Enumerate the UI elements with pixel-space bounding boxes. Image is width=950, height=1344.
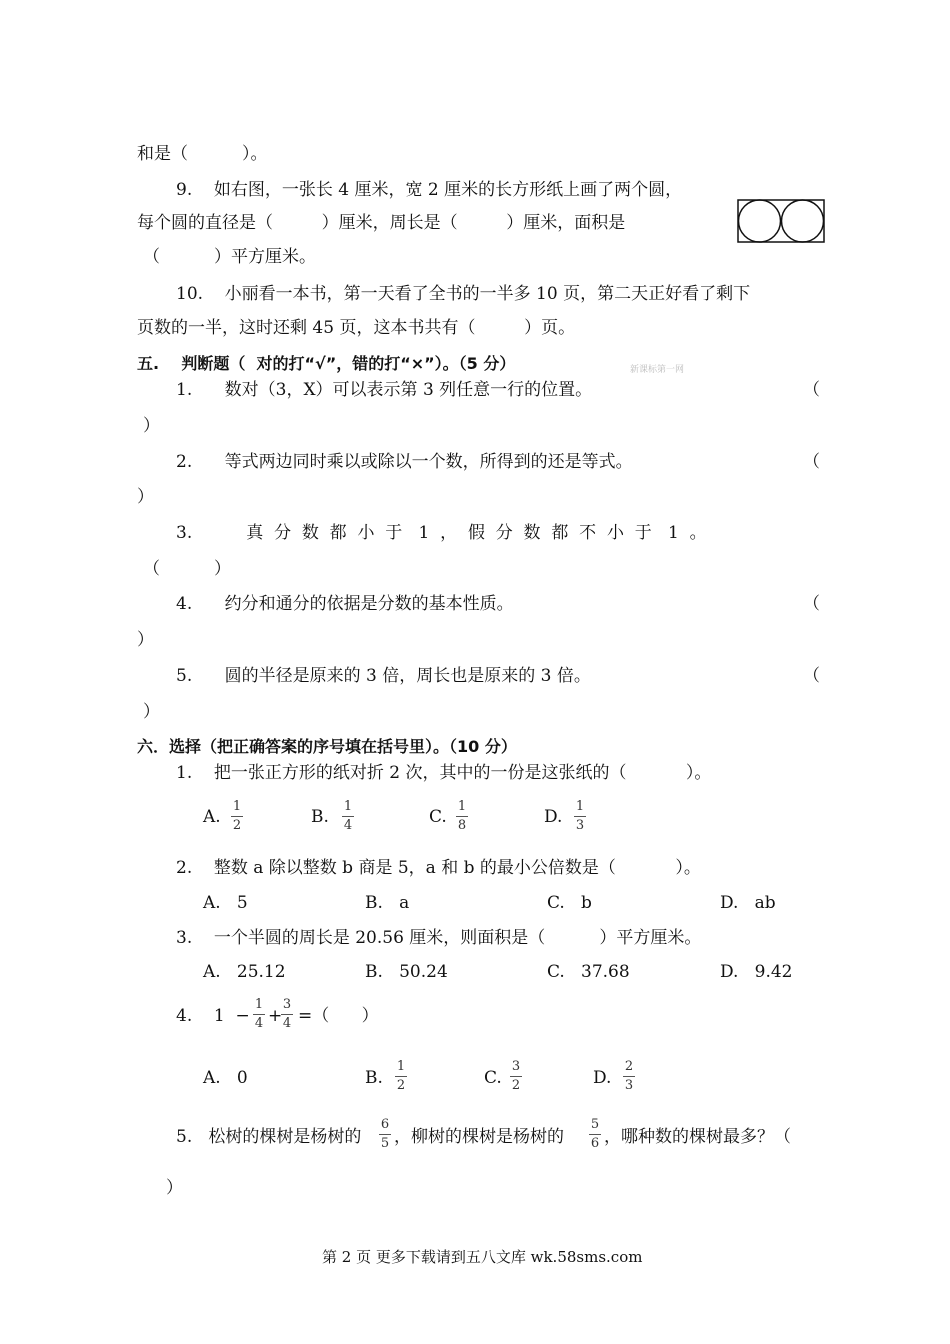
choice-question-5-part3: ，哪种数的棵树最多？（ [604, 1127, 791, 1147]
judge-item-4-close: ） [137, 630, 154, 650]
choice-question-3: 3. 一个半圆的周长是 20.56 厘米，则面积是（ ）平方厘米。 [176, 928, 702, 948]
q3-option-d: D. 9.42 [720, 962, 793, 982]
judge-item-4: 4. 约分和通分的依据是分数的基本性质。 [176, 594, 514, 614]
judge-item-5-close: ） [143, 702, 160, 722]
judge-item-5-open: （ [803, 666, 820, 686]
judge-item-1: 1. 数对（3，X）可以表示第 3 列任意一行的位置。 [176, 380, 593, 400]
judge-item-1-close: ） [143, 416, 160, 436]
choice-question-5-part1: 5. 松树的棵树是杨树的 [176, 1127, 362, 1147]
q1-option-b-fraction: 1 4 [343, 799, 353, 833]
q2-option-b: B. a [365, 893, 410, 913]
q2-option-c: C. b [547, 893, 592, 913]
question-10-line1: 10. 小丽看一本书，第一天看了全书的一半多 10 页，第二天正好看了剩下 [176, 284, 751, 304]
q4-fraction-1: 1 4 [254, 997, 264, 1031]
question-10-line2: 页数的一半，这时还剩 45 页，这本书共有（ ）页。 [137, 318, 576, 338]
question-9-line1: 9. 如右图，一张长 4 厘米，宽 2 厘米的长方形纸上画了两个圆， [176, 180, 683, 200]
q1-option-c-fraction: 1 8 [457, 799, 467, 833]
q4-option-a: A. 0 [203, 1068, 248, 1088]
page-footer: 第 2 页 更多下载请到五八文库 wk.58sms.com [322, 1248, 643, 1266]
q4-tail: =（ ） [298, 1006, 379, 1026]
section-5-title: 五. 判断题（ 对的打“√”，错的打“×”）。（5 分） [137, 354, 516, 373]
q4-option-c-fraction: 3 2 [511, 1059, 521, 1093]
choice-question-1: 1. 把一张正方形的纸对折 2 次，其中的一份是这张纸的（ ）。 [176, 763, 712, 783]
q2-option-d: D. ab [720, 893, 776, 913]
choice-question-2: 2. 整数 a 除以整数 b 商是 5，a 和 b 的最小公倍数是（ ）。 [176, 858, 701, 878]
q4-fraction-2: 3 4 [282, 997, 292, 1031]
judge-item-2-open: （ [803, 452, 820, 472]
judge-item-2: 2. 等式两边同时乘以或除以一个数，所得到的还是等式。 [176, 452, 633, 472]
rectangle-two-circles-figure [737, 199, 827, 245]
judge-item-3-close: （ ） [143, 559, 232, 579]
q1-option-d-label: D. [544, 807, 563, 827]
section-6-title: 六．选择（把正确答案的序号填在括号里）。（10 分） [137, 737, 517, 756]
q4-option-c-label: C. [484, 1068, 502, 1088]
choice-question-4-label: 4. 1 − [176, 1006, 250, 1026]
judge-item-3: 3. 真 分 数 都 小 于 1 ， 假 分 数 都 不 小 于 1 。 [176, 523, 707, 543]
q4-option-d-label: D. [593, 1068, 612, 1088]
q5-fraction-1: 6 5 [380, 1117, 390, 1151]
q4-option-b-fraction: 1 2 [396, 1059, 406, 1093]
judge-item-5: 5. 圆的半径是原来的 3 倍，周长也是原来的 3 倍。 [176, 666, 591, 686]
judge-item-4-open: （ [803, 594, 820, 614]
question-9-line3: （ ）平方厘米。 [143, 247, 317, 267]
q1-option-d-fraction: 1 3 [575, 799, 585, 833]
q4-plus: + [268, 1006, 283, 1026]
q5-close-paren: ） [166, 1178, 183, 1198]
q4-option-b-label: B. [365, 1068, 383, 1088]
q3-option-a: A. 25.12 [203, 962, 286, 982]
q1-option-c-label: C. [429, 807, 447, 827]
q3-option-b: B. 50.24 [365, 962, 448, 982]
judge-item-1-open: （ [803, 380, 820, 400]
watermark: 新课标第一网 [630, 365, 685, 375]
q5-fraction-2: 5 6 [590, 1117, 600, 1151]
choice-question-5-part2: ，柳树的棵树是杨树的 [394, 1127, 564, 1147]
judge-item-2-close: ） [137, 487, 154, 507]
q2-option-a: A. 5 [203, 893, 248, 913]
q1-option-b-label: B. [311, 807, 329, 827]
line-answer-sum: 和是（ ）。 [137, 144, 268, 164]
q3-option-c: C. 37.68 [547, 962, 630, 982]
q4-option-d-fraction: 2 3 [624, 1059, 634, 1093]
question-9-line2: 每个圆的直径是（ ）厘米，周长是（ ）厘米，面积是 [137, 213, 626, 233]
q1-option-a-label: A. [203, 807, 221, 827]
q1-option-a-fraction: 1 2 [232, 799, 242, 833]
